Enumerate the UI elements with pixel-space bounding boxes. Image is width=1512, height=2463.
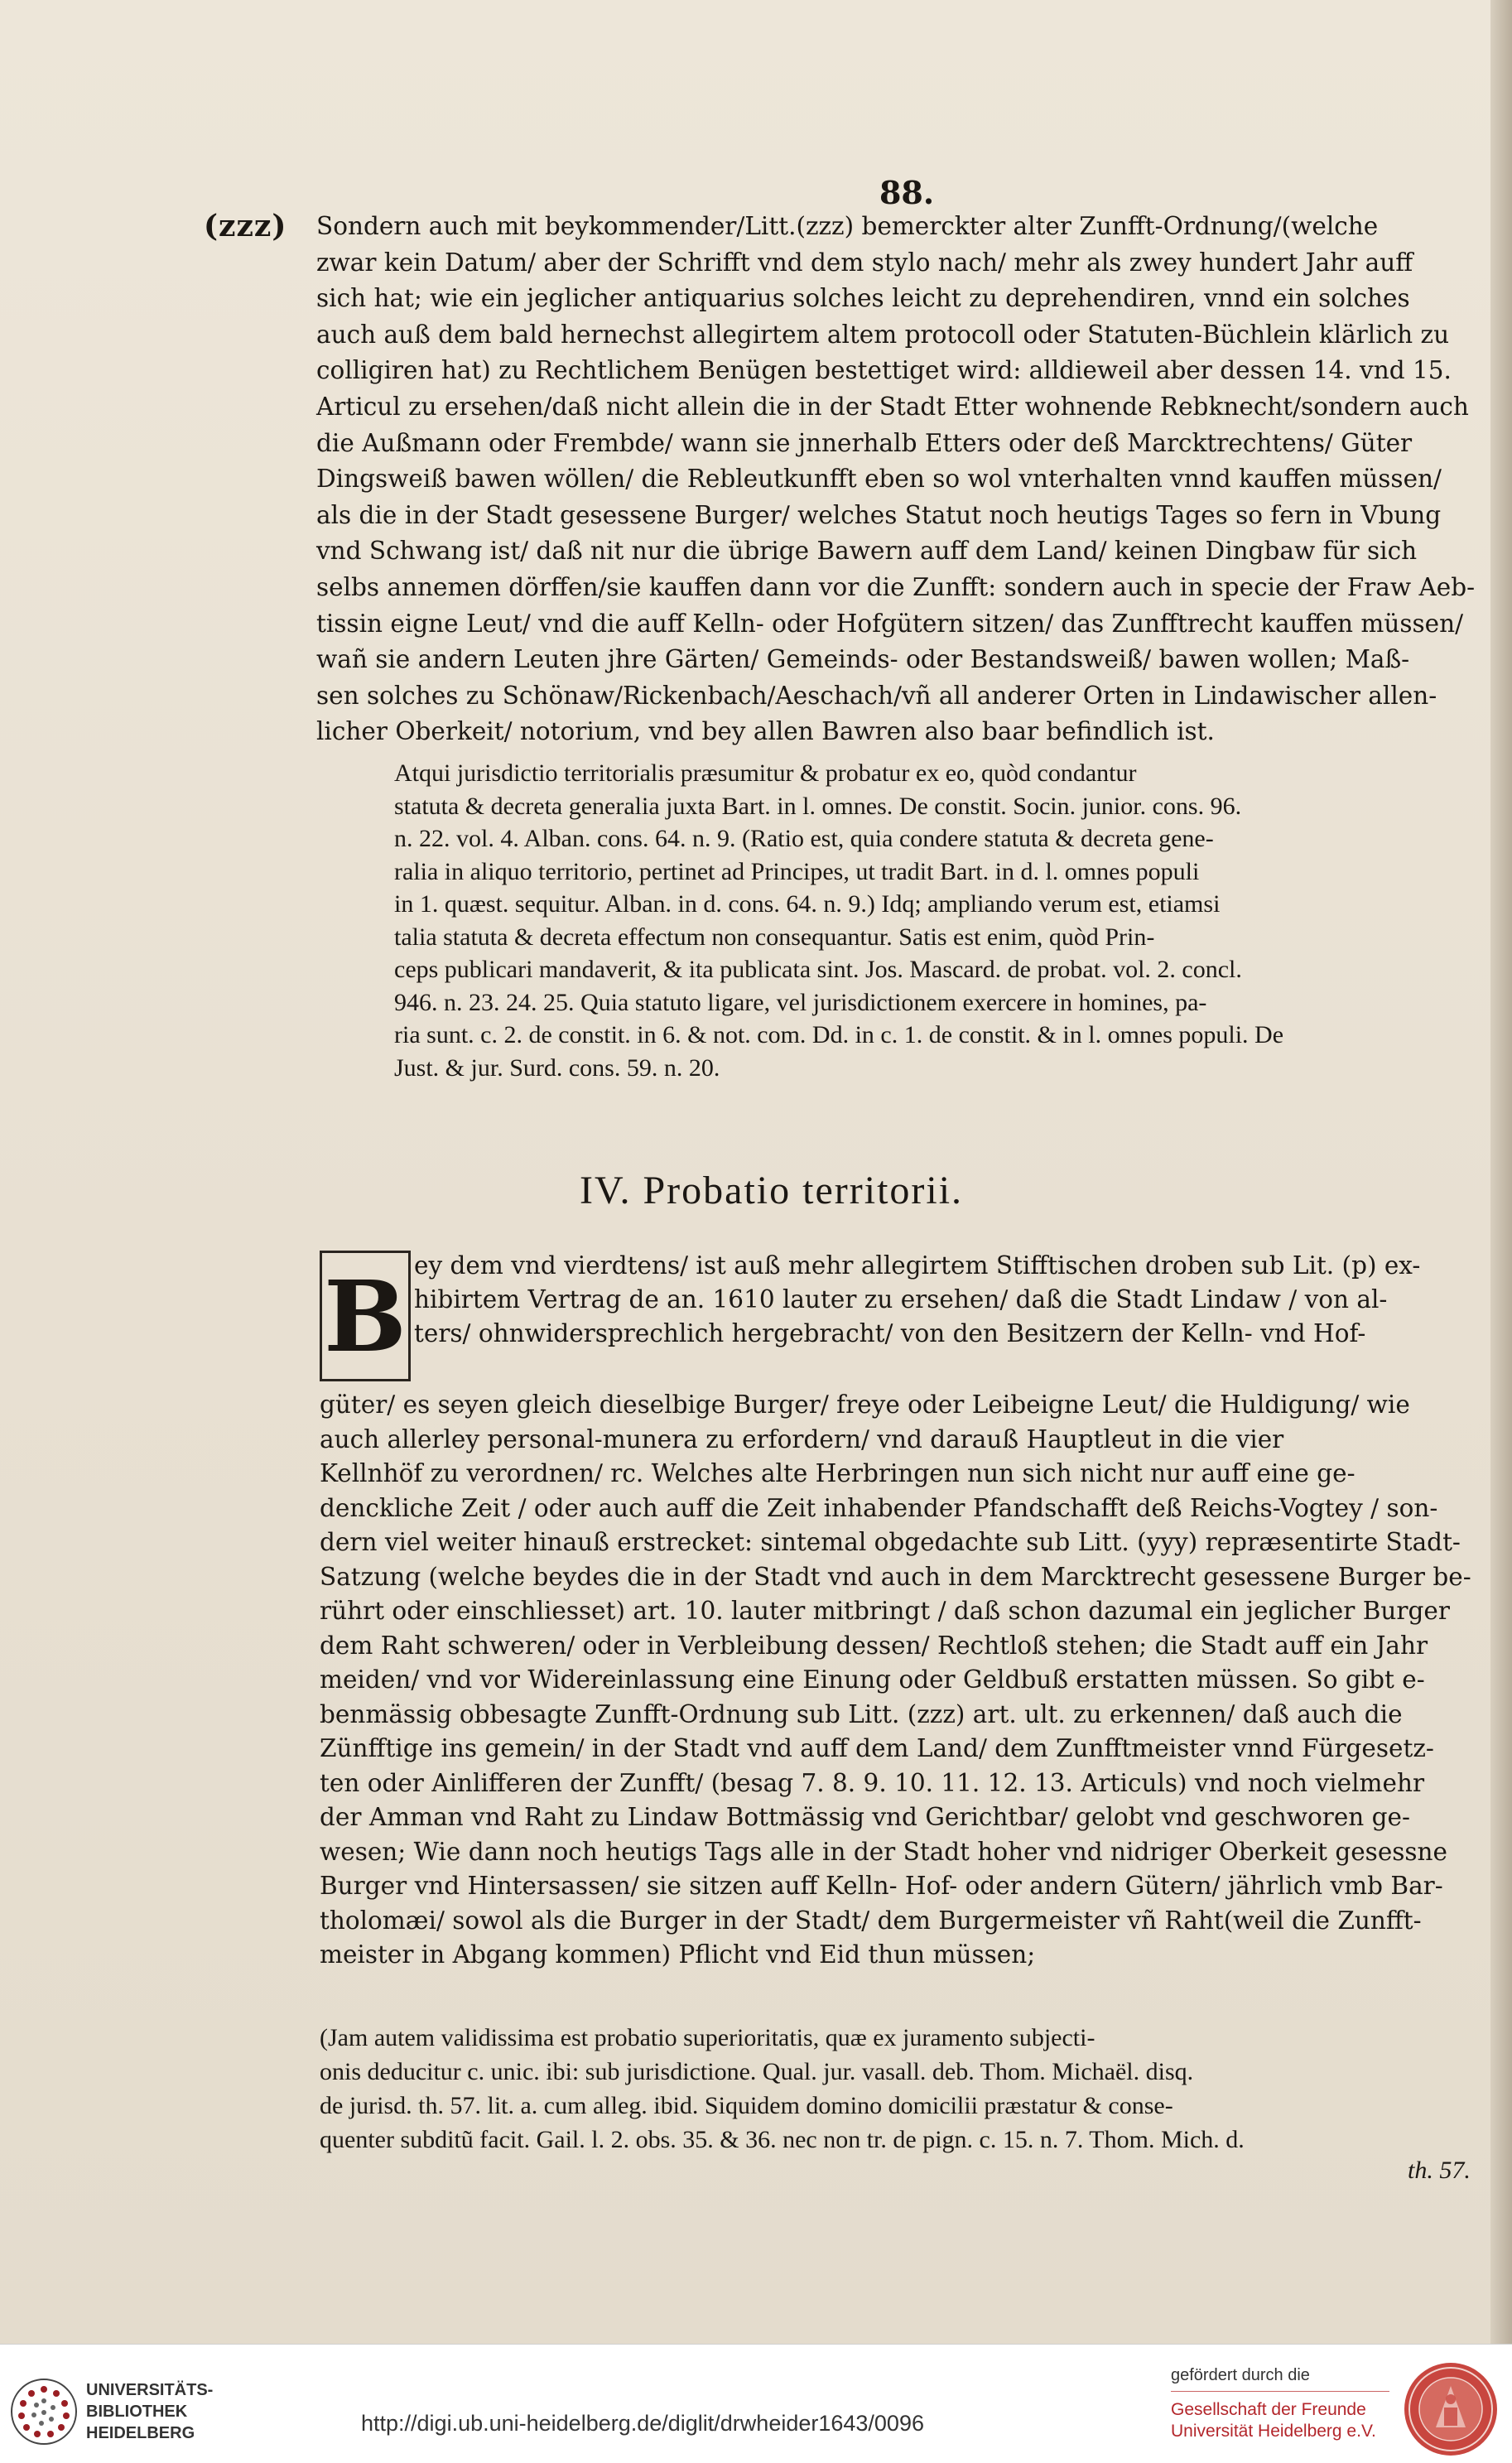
text-line: auch auß dem bald hernechst allegirtem altem protocoll oder Statuten-Büchlein klärlich zu (316, 320, 1450, 349)
fraktur-paragraph-1 (316, 209, 1492, 750)
library-name[interactable] (86, 2379, 213, 2444)
latin-paragraph-1 (394, 757, 1492, 1084)
text-line: 946. n. 23. 24. 25. Quia statuto ligare, vel jurisdictionem exercere in homines, pa- (394, 988, 1207, 1016)
text-line: quenter subditũ facit. Gail. l. 2. obs. 35. & 36. nec non tr. de pign. c. 15. n. 7. Thom. Mich. d. (320, 2126, 1245, 2153)
fraktur-paragraph-2 (320, 1388, 1492, 1973)
text-line: tholomæi/ sowol als die Burger in der Stadt/ dem Burgermeister vñ Raht(weil die Zunfft- (320, 1906, 1422, 1935)
margin-note: (zzz) (204, 209, 287, 243)
text-line: als die in der Stadt gesessene Burger/ welches Statut noch heutigs Tages so fern in Vbung (316, 500, 1442, 529)
text-line: rührt oder einschliesset) art. 10. lauter mitbringt / daß schon dazumal ein jeglicher Burger (320, 1597, 1450, 1625)
text-line: de jurisd. th. 57. lit. a. cum alleg. ibid. Siquidem domino domicilii præstatur & conse- (320, 2092, 1173, 2119)
text-line: onis deducitur c. unic. ibi: sub jurisdictione. Qual. jur. vasall. deb. Thom. Michaël. disq. (320, 2058, 1194, 2085)
funder-divider (1171, 2391, 1389, 2392)
text-line: dem Raht schweren/ oder in Verbleibung dessen/ Rechtloß stehen; die Stadt auff ein Jahr (320, 1631, 1428, 1660)
funder-intro: gefördert durch die (1171, 2366, 1310, 2384)
text-line: wesen; Wie dann noch heutigs Tags alle in der Stadt hoher vnd nidriger Oberkeit gesessne (320, 1837, 1448, 1866)
text-line: hibirtem Vertrag de an. 1610 lauter zu ersehen/ daß die Stadt Lindaw / von al- (414, 1285, 1388, 1313)
text-line: der Amman vnd Raht zu Lindaw Bottmässig vnd Gerichtbar/ gelobt vnd geschworen ge- (320, 1803, 1410, 1831)
text-line: selbs annemen dörffen/sie kauffen dann vor die Zunfft: sondern auch in specie der Fraw Aeb- (316, 572, 1476, 601)
text-line: benmässig obbesagte Zunfft-Ordnung sub Litt. (zzz) art. ult. zu erkennen/ daß auch die (320, 1699, 1403, 1728)
text-line: Satzung (welche beydes die in der Stadt vnd auch in dem Marcktrecht gesessene Burger be- (320, 1562, 1471, 1591)
text-line: dern viel weiter hinauß erstrecket: sintemal obgedachte sub Litt. (yyy) repræsentirte Stadt- (320, 1528, 1461, 1556)
funder-name-line: Gesellschaft der Freunde (1171, 2400, 1366, 2419)
library-logo-icon[interactable] (10, 2378, 78, 2446)
section-heading: IV. Probatio territorii. (580, 1169, 964, 1212)
latin-paragraph-2 (320, 2021, 1492, 2157)
text-line: Just. & jur. Surd. cons. 59. n. 20. (394, 1053, 720, 1082)
text-line: auch allerley personal-munera zu erfordern/ vnd darauß Hauptleut in die vier (320, 1424, 1284, 1453)
text-line: güter/ es seyen gleich dieselbige Burger/ freye oder Leibeigne Leut/ die Huldigung/ wie (320, 1391, 1410, 1419)
drop-cap: B (320, 1251, 411, 1381)
text-line: Burger vnd Hintersassen/ sie sitzen auff Kelln- Hof- oder andern Gütern/ jährlich vmb Bar- (320, 1872, 1443, 1900)
text-line: n. 22. vol. 4. Alban. cons. 64. n. 9. (Ratio est, quia condere statuta & decreta gene- (394, 825, 1214, 852)
text-line: ey dem vnd vierdtens/ ist auß mehr allegirtem Stifftischen droben sub Lit. (p) ex- (414, 1251, 1421, 1280)
text-line: tissin eigne Leut/ vnd die auff Kelln- oder Hofgütern sitzen/ das Zunfftrecht kauffen müssen/ (316, 609, 1464, 638)
viewer-footer (0, 2344, 1512, 2463)
text-line: ceps publicari mandaverit, & ita publicata sint. Jos. Mascard. de probat. vol. 2. concl. (394, 956, 1242, 983)
text-line: die Außmann oder Frembde/ wann sie jnnerhalb Etters oder deß Marcktrechtens/ Güter (316, 428, 1413, 457)
library-name-line: BIBLIOTHEK (86, 2403, 188, 2421)
text-line: ten oder Ainlifferen der Zunfft/ (besag 7. 8. 9. 10. 11. 12. 13. Articuls) vnd noch vielmehr (320, 1768, 1425, 1797)
text-line: meiden/ vnd vor Widereinlassung eine Einung oder Geldbuß erstatten müssen. So gibt e- (320, 1665, 1425, 1694)
text-line: sich hat; wie ein jeglicher antiquarius solches leicht zu deprehendiren, vnnd ein solches (316, 284, 1410, 313)
scan-edge-shadow (1490, 0, 1512, 2344)
text-line: vnd Schwang ist/ daß nit nur die übrige Bawern auff dem Land/ keinen Dingbaw für sich (316, 537, 1418, 566)
university-seal-icon[interactable] (1403, 2361, 1499, 2457)
text-line: licher Oberkeit/ notorium, vnd bey allen Bawren also baar befindlich ist. (316, 717, 1215, 746)
text-line: statuta & decreta generalia juxta Bart. in l. omnes. De constit. Socin. junior. cons. 96. (394, 792, 1242, 820)
library-name-line: UNIVERSITÄTS- (86, 2381, 214, 2399)
text-line: talia statuta & decreta effectum non consequantur. Satis est enim, quòd Prin- (394, 923, 1155, 951)
text-line: Atqui jurisdictio territorialis præsumitur & probatur ex eo, quòd condantur (394, 759, 1137, 787)
text-line: ria sunt. c. 2. de constit. in 6. & not. com. Dd. in c. 1. de constit. & in l. omnes populi. De (394, 1021, 1284, 1048)
text-line: Sondern auch mit beykommender/Litt.(zzz) bemerckter alter Zunfft-Ordnung/(welche (316, 212, 1379, 240)
funder-name[interactable] (1171, 2399, 1376, 2442)
text-line: ralia in aliquo territorio, pertinet ad Principes, ut tradit Bart. in d. l. omnes populi (394, 857, 1200, 885)
text-line: wañ sie andern Leuten jhre Gärten/ Gemeinds- oder Bestandsweiß/ bawen wollen; Maß- (316, 645, 1410, 674)
text-line: Dingsweiß bawen wöllen/ die Rebleutkunfft eben so wol vnterhalten vnnd kauffen müssen/ (316, 465, 1442, 494)
text-line: in 1. quæst. sequitur. Alban. in d. cons. 64. n. 9.) Idq; ampliando verum est, etiamsi (394, 890, 1221, 918)
text-line: meister in Abgang kommen) Pflicht vnd Eid thun müssen; (320, 1940, 1036, 1969)
text-line: (Jam autem validissima est probatio superioritatis, quæ ex juramento subjecti- (320, 2024, 1095, 2051)
funder-name-line: Universität Heidelberg e.V. (1171, 2422, 1376, 2441)
text-line: colligiren hat) zu Rechtlichem Benügen bestettiget wird: alldieweil aber dessen 14. vnd 15. (316, 356, 1452, 385)
catchword: th. 57. (1408, 2157, 1471, 2184)
text-line: ters/ ohnwidersprechlich hergebracht/ von den Besitzern der Kelln- vnd Hof- (414, 1319, 1366, 1347)
text-line: denckliche Zeit / oder auch auff die Zeit inhabender Pfandschafft deß Reichs-Vogtey / son- (320, 1493, 1438, 1522)
text-line: Kellnhöf zu verordnen/ rc. Welches alte Herbringen nun sich nicht nur auff eine ge- (320, 1459, 1356, 1487)
fraktur-paragraph-2-opening (414, 1249, 1492, 1351)
permalink-url[interactable]: http://digi.ub.uni-heidelberg.de/diglit/drwheider1643/0096 (361, 2411, 924, 2436)
library-name-line: HEIDELBERG (86, 2424, 195, 2442)
text-line: sen solches zu Schönaw/Rickenbach/Aeschach/vñ all anderer Orten in Lindawischer allen- (316, 681, 1437, 710)
text-line: Zünfftige ins gemein/ in der Stadt vnd auff dem Land/ dem Zunfftmeister vnnd Fürgesetz- (320, 1734, 1434, 1762)
text-line: Articul zu ersehen/daß nicht allein die in der Stadt Etter wohnende Rebknecht/sondern auch (316, 392, 1469, 421)
text-line: zwar kein Datum/ aber der Schrifft vnd dem stylo nach/ mehr als zwey hundert Jahr auff (316, 248, 1413, 277)
page-number: 88. (879, 174, 935, 211)
